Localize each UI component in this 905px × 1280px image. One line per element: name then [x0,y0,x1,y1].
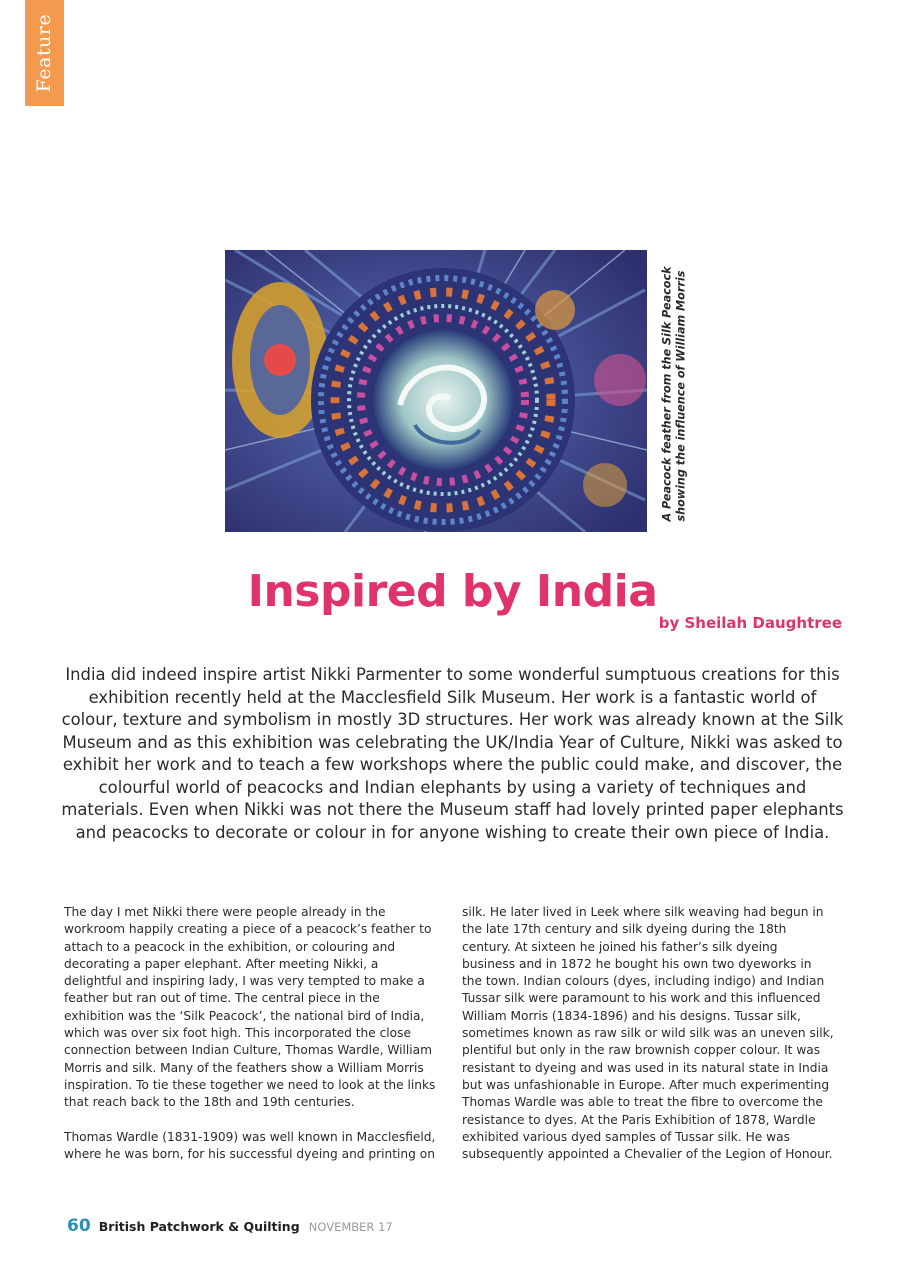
body-column-left [64,904,436,1181]
peacock-feather-photo [225,250,647,532]
body-paragraph: silk. He later lived in Leek where silk weaving had begun in the late 17th century and silk dyeing during the 18th century. At sixteen he joined his father’s silk dyeing business and in 1872 he bought his own two dyeworks in the town. Indian colours (dyes, including indigo) and Indian Tussar silk were paramount to his work and this influenced William Morris (1834-1896) and his designs. Tussar silk, sometimes known as raw silk or wild silk was an uneven silk, plentiful but only in the raw brownish copper colour. It was resistant to dyeing and was used in its natural state in India but was unfashionable in Europe. After much experimenting Thomas Wardle was able to treat the fibre to overcome the resistance to dyes. At the Paris Exhibition of 1878, Wardle exhibited various dyed samples of Tussar silk. He was subsequently appointed a Chevalier of the Legion of Honour. [462,905,834,1162]
magazine-title: British Patchwork & Quilting [98,1219,300,1234]
article-headline: Inspired by India [247,566,658,617]
page-number: 60 [67,1216,91,1236]
caption-line-2: showing the influence of William Morris [675,270,689,522]
section-tab-label: Feature [33,13,56,93]
body-paragraph: The day I met Nikki there were people already in the workroom happily creating a piece of a peacock’s feather to attach to a peacock in the exhibition, or colouring and decorating a paper elephant. After meeting Nikki, a delightful and inspiring lady, I was very tempted to make a feather but ran out of time. The central piece in the exhibition was the ‘Silk Peacock’, the national bird of India, which was over six foot high. This incorporated the close connection between Indian Culture, Thomas Wardle, William Morris and silk. Many of the feathers show a William Morris inspiration. To tie these together we need to look at the links that reach back to the 18th and 19th centuries. [64,905,436,1110]
peacock-feather-artwork [225,250,647,532]
article-intro: India did indeed inspire artist Nikki Parmenter to some wonderful sumptuous creations for this exhibition recently held at the Macclesfield Silk Museum. Her work is a fantastic world of colour, texture and symbolism in mostly 3D structures. Her work was already known at the Silk Museum and as this exhibition was celebrating the UK/India Year of Culture, Nikki was asked to exhibit her work and to teach a few workshops where the public could make, and discover, the colourful world of peacocks and Indian elephants by using a variety of techniques and materials. Even when Nikki was not there the Museum staff had lovely printed paper elephants and peacocks to decorate or colour in for anyone wishing to create their own piece of India. [61,665,844,842]
body-paragraph: Thomas Wardle (1831-1909) was well known in Macclesfield, where he was born, for his successful dyeing and printing on [64,1129,436,1162]
photo-caption [654,268,696,520]
body-column-right [462,904,834,1181]
section-tab [25,0,64,106]
page-footer [67,1216,393,1236]
caption-line-1: A Peacock feather from the Silk Peacock [661,266,675,522]
article-byline: by Sheilah Daughtree [658,614,842,632]
issue-date: NOVEMBER 17 [308,1220,393,1234]
